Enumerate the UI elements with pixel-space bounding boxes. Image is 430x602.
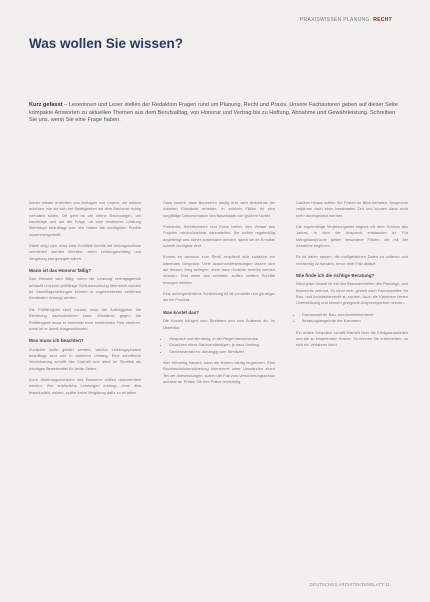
paragraph: Eine außergerichtliche Schlichtung ist oft schneller und günstiger als ein Prozess. bbox=[163, 291, 275, 303]
lead-strong: Kurz gefasst bbox=[29, 102, 63, 108]
subheading: Wie finde ich die richtige Beratung? bbox=[296, 273, 375, 279]
page-footer: DEUTSCHES ARCHITEKTENBLATT 11 bbox=[309, 582, 390, 587]
subheading: Was muss ich beachten? bbox=[29, 338, 84, 344]
bullet-item: • Gutachten eines Sachverständigen: je nach Umfang bbox=[169, 342, 275, 348]
paragraph: Darüber hinaus sollten Sie Fristen im Blick behalten. Ansprüche verjähren nach einer bestimmten Zeit und können dann nicht mehr durchgesetzt werden. bbox=[296, 200, 408, 218]
subheading: Was kostet das? bbox=[163, 309, 200, 315]
text-column-2 bbox=[163, 200, 275, 390]
bullet-list bbox=[163, 336, 275, 355]
paragraph: Wer frühzeitig handelt, kann die Kosten häufig begrenzen. Eine Rechtsschutzversicherung übernimmt unter Umständen einen Teil der Aufwendungen, sofern der Fall vom Versicherungsschutz umfasst ist. Prüfen Sie Ihre Police rechtzeitig. bbox=[163, 359, 275, 384]
lead-text: – Leserinnen und Leser stellen der Redaktion Fragen rund um Planung, Recht und Praxis. Unsere Fachautoren geben auf dieser Seite kompakte Antworten zu aktuellen Themen aus dem Berufsalltag, von Honorar und Vertrag bis zu Haftung, Abnahme und Gewährleistung. Schreiben Sie uns, wenn Sie eine Frage haben. bbox=[29, 102, 398, 124]
paragraph: Dabei zeigt sich, dass viele Konflikte bereits bei Vertragsschluss vermieden werden könnten, wenn Leistungsumfang und Vergütung klar geregelt wären. bbox=[29, 243, 141, 261]
bullet-list bbox=[296, 312, 408, 325]
section-accent: RECHT bbox=[373, 17, 392, 23]
paragraph: Die Prüffähigkeit setzt voraus, dass der Auftraggeber die Rechnung nachvollziehen kann. Einwände gegen die Prüffähigkeit muss er innerhalb einer bestimmten Frist erheben, sonst ist er damit ausgeschlossen. bbox=[29, 306, 141, 331]
article-title: Was wollen Sie wissen? bbox=[29, 36, 184, 51]
paragraph: Immer wieder erreichen uns Anfragen von Lesern, die wissen möchten, wie sie sich bei Streitigkeiten mit dem Bauherrn richtig verhalten sollen. Oft geht es um offene Rechnungen, um Nachträge und um die Frage, ob eine bestimmte Leistung überhaupt beauftragt war. Wir haben die wichtigsten Punkte zusammengestellt. bbox=[29, 200, 141, 237]
text-column-1 bbox=[29, 200, 141, 401]
paragraph: Nicht jeder Anwalt ist mit den Besonderheiten des Planungs- und Baurechts vertraut. Es lohnt sich, gezielt nach Fachanwälten für Bau- und Architektenrecht zu suchen. Auch die Kammern bieten Unterstützung und können geeignete Ansprechpartner nennen. bbox=[296, 281, 408, 306]
paragraph: Es ist daher ratsam, die maßgeblichen Daten zu notieren und rechtzeitig zu handeln, bevor eine Frist abläuft. bbox=[296, 254, 408, 266]
paragraph: Die Kosten hängen vom Streitwert und vom Aufwand ab. Im Überblick: bbox=[163, 318, 275, 330]
section-header bbox=[300, 17, 392, 23]
subheading: Wann ist das Honorar fällig? bbox=[29, 268, 92, 274]
article-lead bbox=[29, 102, 404, 125]
bullet-item: • Fachanwalt für Bau- und Architektenrecht bbox=[302, 312, 408, 318]
text-column-3 bbox=[296, 200, 408, 354]
paragraph: Ein erstes Gespräch schafft Klarheit über die Erfolgsaussichten und die zu erwartenden Kosten. So können Sie entscheiden, ob sich ein Verfahren lohnt. bbox=[296, 329, 408, 348]
bullet-item: • Gerichtsverfahren: abhängig vom Streitwert bbox=[169, 349, 275, 355]
paragraph: Kommt es dennoch zum Streit, empfiehlt sich zunächst ein klärendes Gespräch. Viele Auseinandersetzungen lassen sich auf diesem Weg beilegen, ohne dass Gerichte bemüht werden müssen. Erst wenn das scheitert, sollten weitere Schritte erwogen werden. bbox=[163, 254, 275, 285]
bullet-item: • Beratungsangebote der Kammern bbox=[302, 318, 408, 324]
paragraph: Protokolle, Schriftverkehr und Fotos helfen, den Verlauf des Projekts nachvollziehbar darzustellen. Sie sollten regelmäßig angefertigt und sicher aufbewahrt werden, damit sie im Ernstfall schnell verfügbar sind. bbox=[163, 224, 275, 249]
paragraph: Die regelmäßige Verjährungsfrist beginnt mit dem Schluss des Jahres, in dem der Anspruch entstanden ist. Für Mängelansprüche gelten besondere Fristen, die mit der Abnahme beginnen. bbox=[296, 224, 408, 249]
paragraph: Auch Änderungswünsche des Bauherrn sollten dokumentiert werden. Wer zusätzliche Leistungen erbringt, ohne dies festzuhalten, riskiert, später keine Vergütung dafür zu erhalten. bbox=[29, 376, 141, 395]
bullet-item: • Gespräch und Beratung: in der Regel überschaubar bbox=[169, 336, 275, 342]
paragraph: Dazu kommt, dass Bauherren häufig erst nach Abschluss der Arbeiten Einwände erheben. In solchen Fällen ist eine sorgfältige Dokumentation des Bauablaufs von großem Vorteil. bbox=[163, 200, 275, 218]
paragraph: Zunächst sollte geklärt werden, welche Leistungsphasen beauftragt sind und in welchem Umfang. Eine schriftliche Vereinbarung schafft hier Klarheit und dient im Streitfall als wichtiges Beweismittel für beide Seiten. bbox=[29, 346, 141, 371]
section-label: PRAXISWISSEN PLANUNG bbox=[299, 17, 370, 23]
paragraph: Das Honorar wird fällig, wenn die Leistung vertragsgemäß erbracht und eine prüffähige Schlussrechnung überreicht worden ist. Abschlagszahlungen können in angemessenen zeitlichen Abständen verlangt werden. bbox=[29, 276, 141, 301]
